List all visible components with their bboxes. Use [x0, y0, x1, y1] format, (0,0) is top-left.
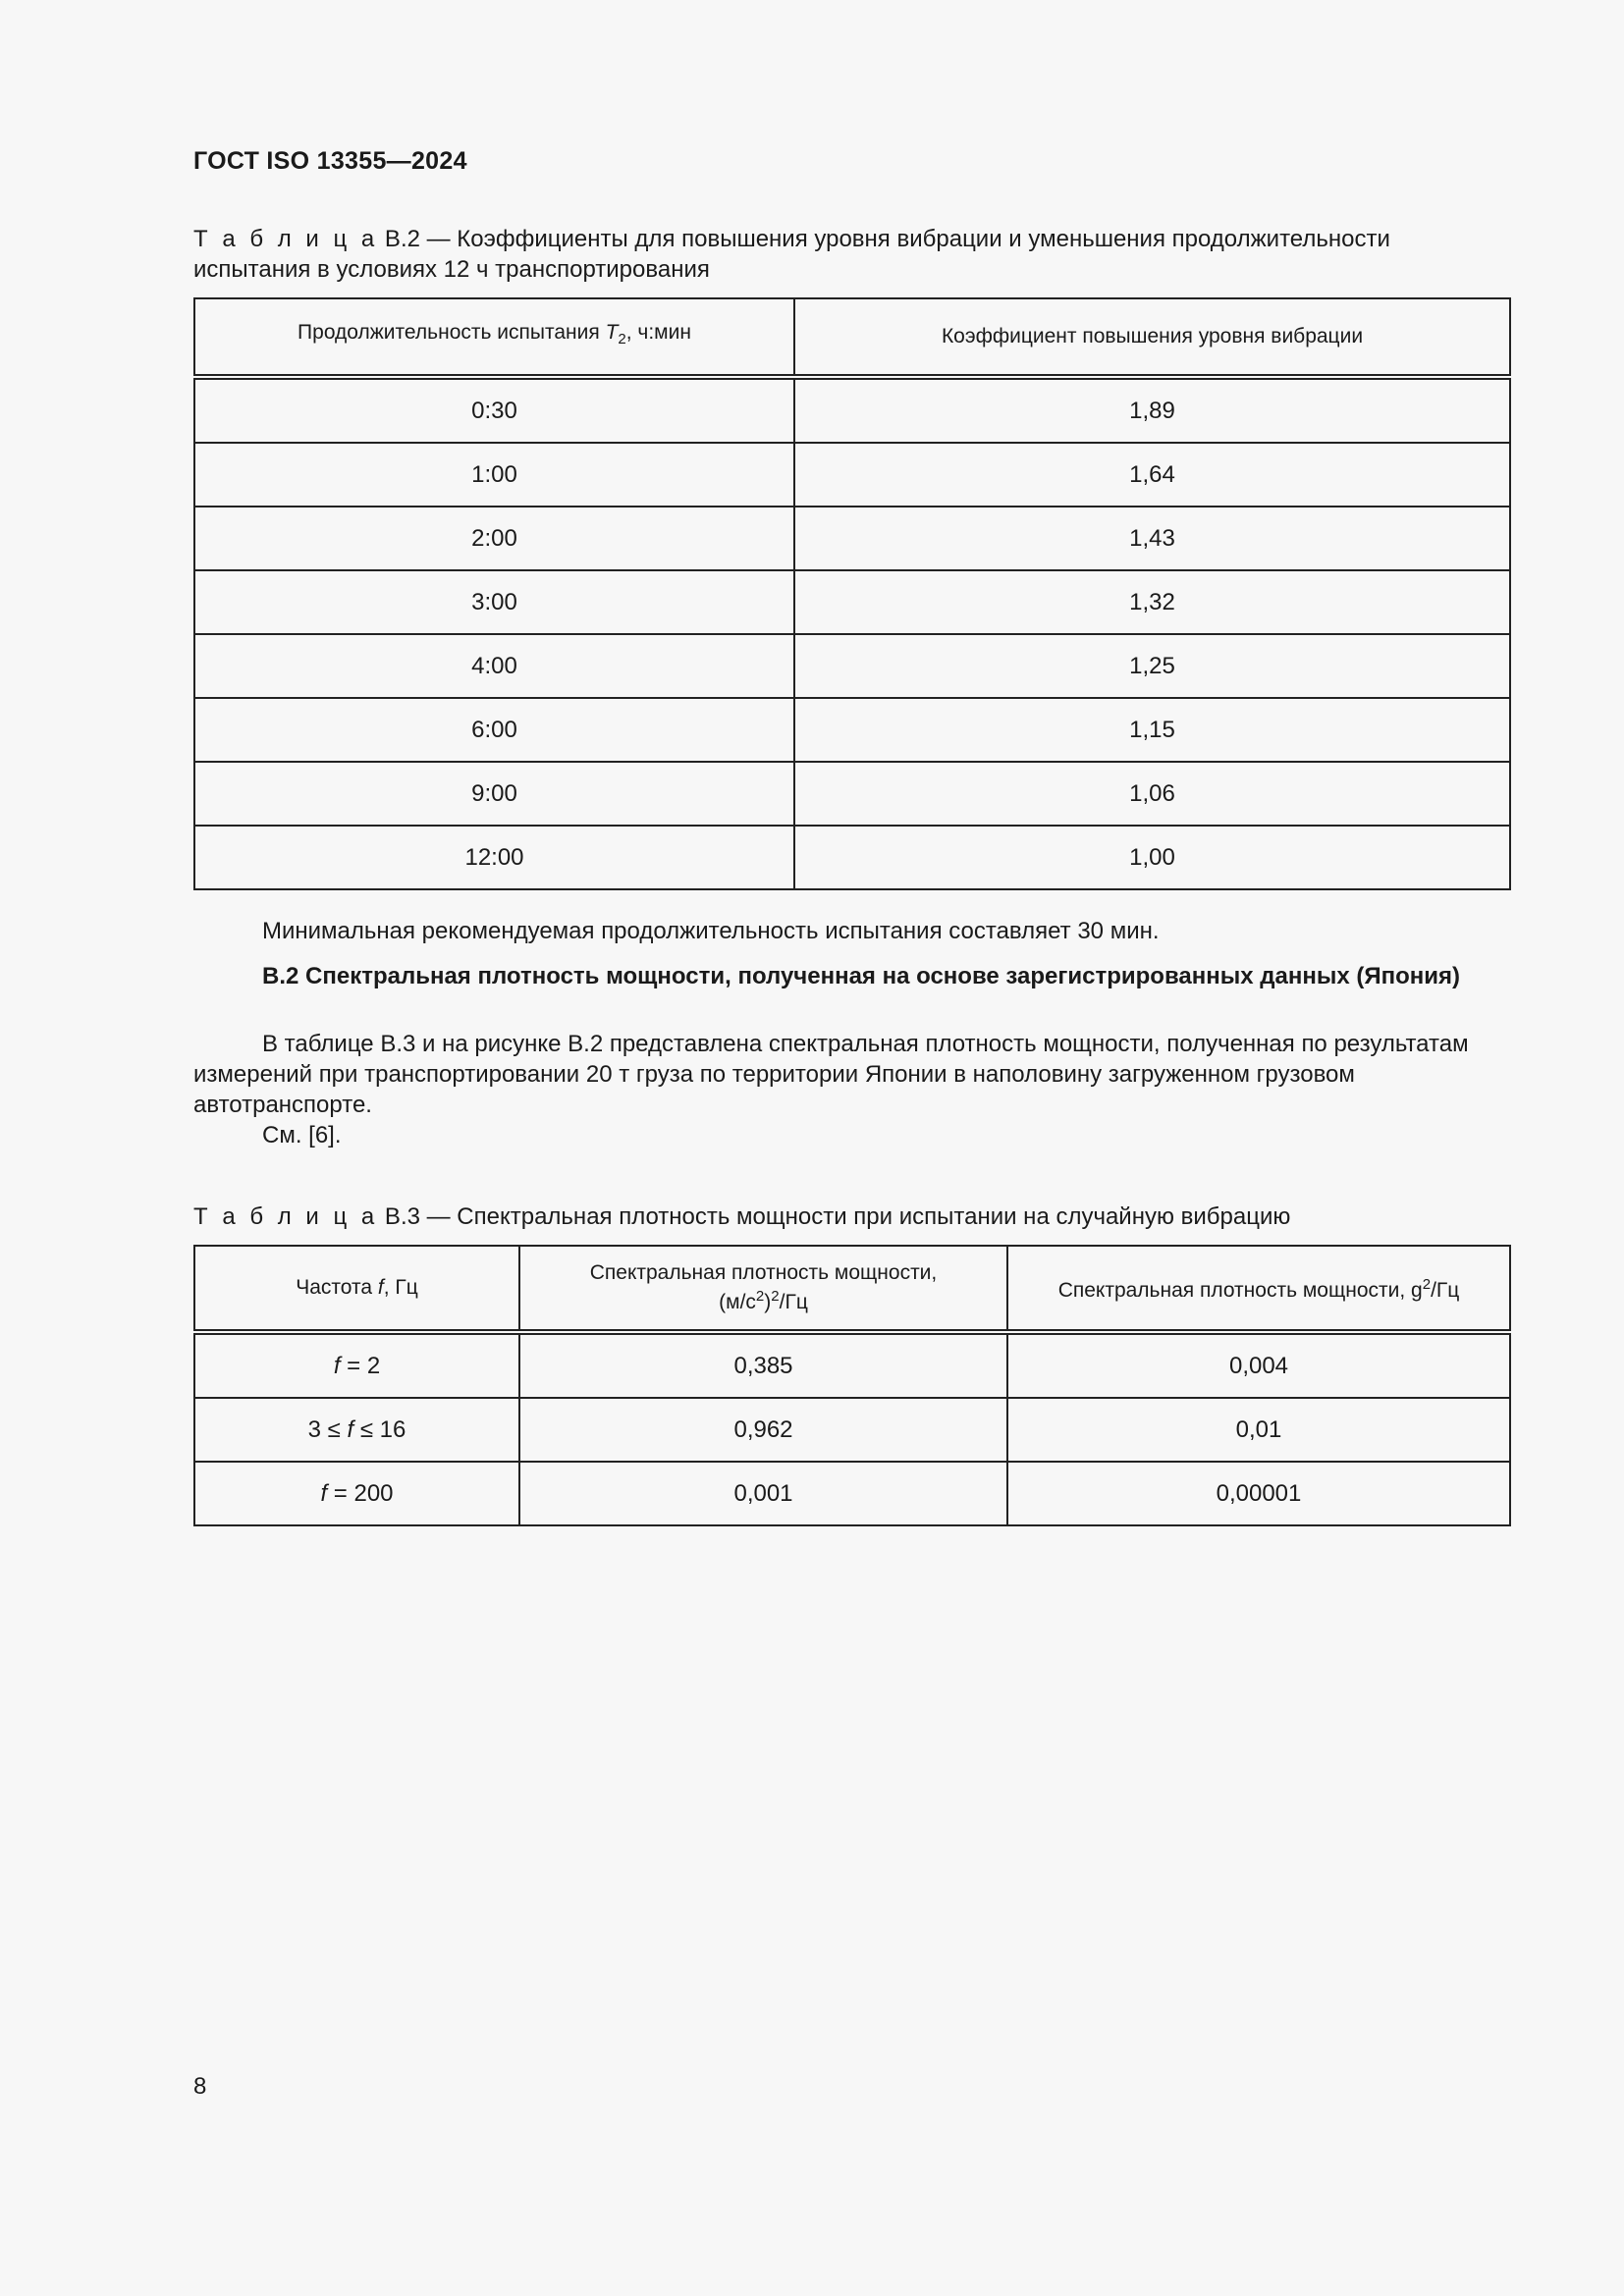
reference-note: См. [6]. — [262, 1122, 342, 1148]
document-header: ГОСТ ISO 13355—2024 — [193, 147, 467, 175]
table-row — [194, 1398, 1510, 1462]
unit-superscript: 2 — [1422, 1276, 1432, 1293]
unit-superscript: 2 — [771, 1288, 780, 1305]
psd-ms2-cell: 0,385 — [519, 1332, 1007, 1398]
table-b2-caption-text: В.2 — Коэффициенты для повышения уровня вибрации и уменьшения продолжительности испытания в условиях 12 ч транспортирования — [193, 226, 1390, 283]
column-header-psd-ms2 — [519, 1246, 1007, 1332]
table-row — [194, 1462, 1510, 1525]
duration-cell: 9:00 — [194, 762, 794, 826]
table-row — [194, 507, 1510, 570]
table-b3 — [193, 1245, 1511, 1526]
duration-cell: 2:00 — [194, 507, 794, 570]
unit-part: /Гц — [779, 1291, 808, 1313]
column-header-psd-g2 — [1007, 1246, 1510, 1332]
header-text: Частота — [296, 1276, 378, 1299]
coefficient-cell: 1,89 — [794, 377, 1510, 443]
header-subscript: 2 — [618, 331, 626, 348]
psd-g2-cell: 0,004 — [1007, 1332, 1510, 1398]
coefficient-cell: 1,32 — [794, 570, 1510, 634]
duration-cell: 1:00 — [194, 443, 794, 507]
table-header-row — [194, 298, 1510, 377]
psd-g2-cell: 0,01 — [1007, 1398, 1510, 1462]
psd-ms2-cell: 0,962 — [519, 1398, 1007, 1462]
coefficient-cell: 1,15 — [794, 698, 1510, 762]
min-duration-note: Минимальная рекомендуемая продолжительность испытания составляет 30 мин. — [262, 918, 1160, 944]
frequency-suffix: = 200 — [327, 1479, 394, 1507]
header-unit: , Гц — [383, 1276, 418, 1299]
header-unit: , ч:мин — [625, 321, 691, 345]
table-row — [194, 377, 1510, 443]
coefficient-cell: 1,25 — [794, 634, 1510, 698]
page-number: 8 — [193, 2073, 207, 2100]
duration-cell: 4:00 — [194, 634, 794, 698]
table-row — [194, 1332, 1510, 1398]
column-header-frequency — [194, 1246, 519, 1332]
frequency-cell — [194, 1398, 519, 1462]
coefficient-cell: 1,00 — [794, 826, 1510, 889]
psd-ms2-cell: 0,001 — [519, 1462, 1007, 1525]
frequency-variable: f — [333, 1352, 341, 1379]
coefficient-cell: 1,06 — [794, 762, 1510, 826]
psd-g2-cell: 0,00001 — [1007, 1462, 1510, 1525]
section-b2-paragraph: В таблице В.3 и на рисунке В.2 представлена спектральная плотность мощности, полученная по результатам измерений при транспортировании 20 т груза по территории Японии в наполовину загруженном грузовом автотранспорте. — [193, 1031, 1469, 1118]
section-b2-heading: В.2 Спектральная плотность мощности, полученная на основе зарегистрированных данных (Япония) — [262, 963, 1460, 989]
table-b2 — [193, 297, 1511, 890]
header-text: Продолжительность испытания — [298, 321, 606, 345]
table-b3-caption-text: В.3 — Спектральная плотность мощности при испытании на случайную вибрацию — [378, 1203, 1291, 1230]
duration-cell: 0:30 — [194, 377, 794, 443]
frequency-cell — [194, 1462, 519, 1525]
header-variable: T — [605, 321, 619, 345]
frequency-prefix: 3 ≤ — [307, 1415, 348, 1443]
table-label: Т а б л и ц а — [193, 226, 379, 252]
header-text: Спектральная плотность мощности, g — [1057, 1279, 1423, 1302]
table-label: Т а б л и ц а — [193, 1203, 379, 1230]
header-text: Спектральная плотность мощности, — [589, 1261, 938, 1284]
duration-cell: 3:00 — [194, 570, 794, 634]
table-row — [194, 443, 1510, 507]
unit-part: ) — [764, 1291, 772, 1313]
coefficient-cell: 1,43 — [794, 507, 1510, 570]
frequency-cell — [194, 1332, 519, 1398]
column-header-duration — [194, 298, 794, 377]
header-unit: /Гц — [1431, 1279, 1460, 1302]
table-row — [194, 826, 1510, 889]
frequency-suffix: ≤ 16 — [353, 1415, 406, 1443]
frequency-suffix: = 2 — [340, 1352, 381, 1379]
column-header-coefficient: Коэффициент повышения уровня вибрации — [794, 298, 1510, 377]
coefficient-cell: 1,64 — [794, 443, 1510, 507]
table-row — [194, 634, 1510, 698]
header-variable: f — [377, 1276, 384, 1299]
table-header-row — [194, 1246, 1510, 1332]
table-row — [194, 698, 1510, 762]
duration-cell: 6:00 — [194, 698, 794, 762]
frequency-variable: f — [320, 1479, 328, 1507]
table-b2-caption — [193, 224, 1509, 285]
table-row — [194, 762, 1510, 826]
unit-superscript: 2 — [755, 1288, 765, 1305]
table-b3-caption — [193, 1201, 1509, 1232]
unit-part: (м/с — [719, 1291, 756, 1313]
frequency-variable: f — [347, 1415, 354, 1443]
header-unit — [520, 1285, 1006, 1314]
duration-cell: 12:00 — [194, 826, 794, 889]
table-row — [194, 570, 1510, 634]
